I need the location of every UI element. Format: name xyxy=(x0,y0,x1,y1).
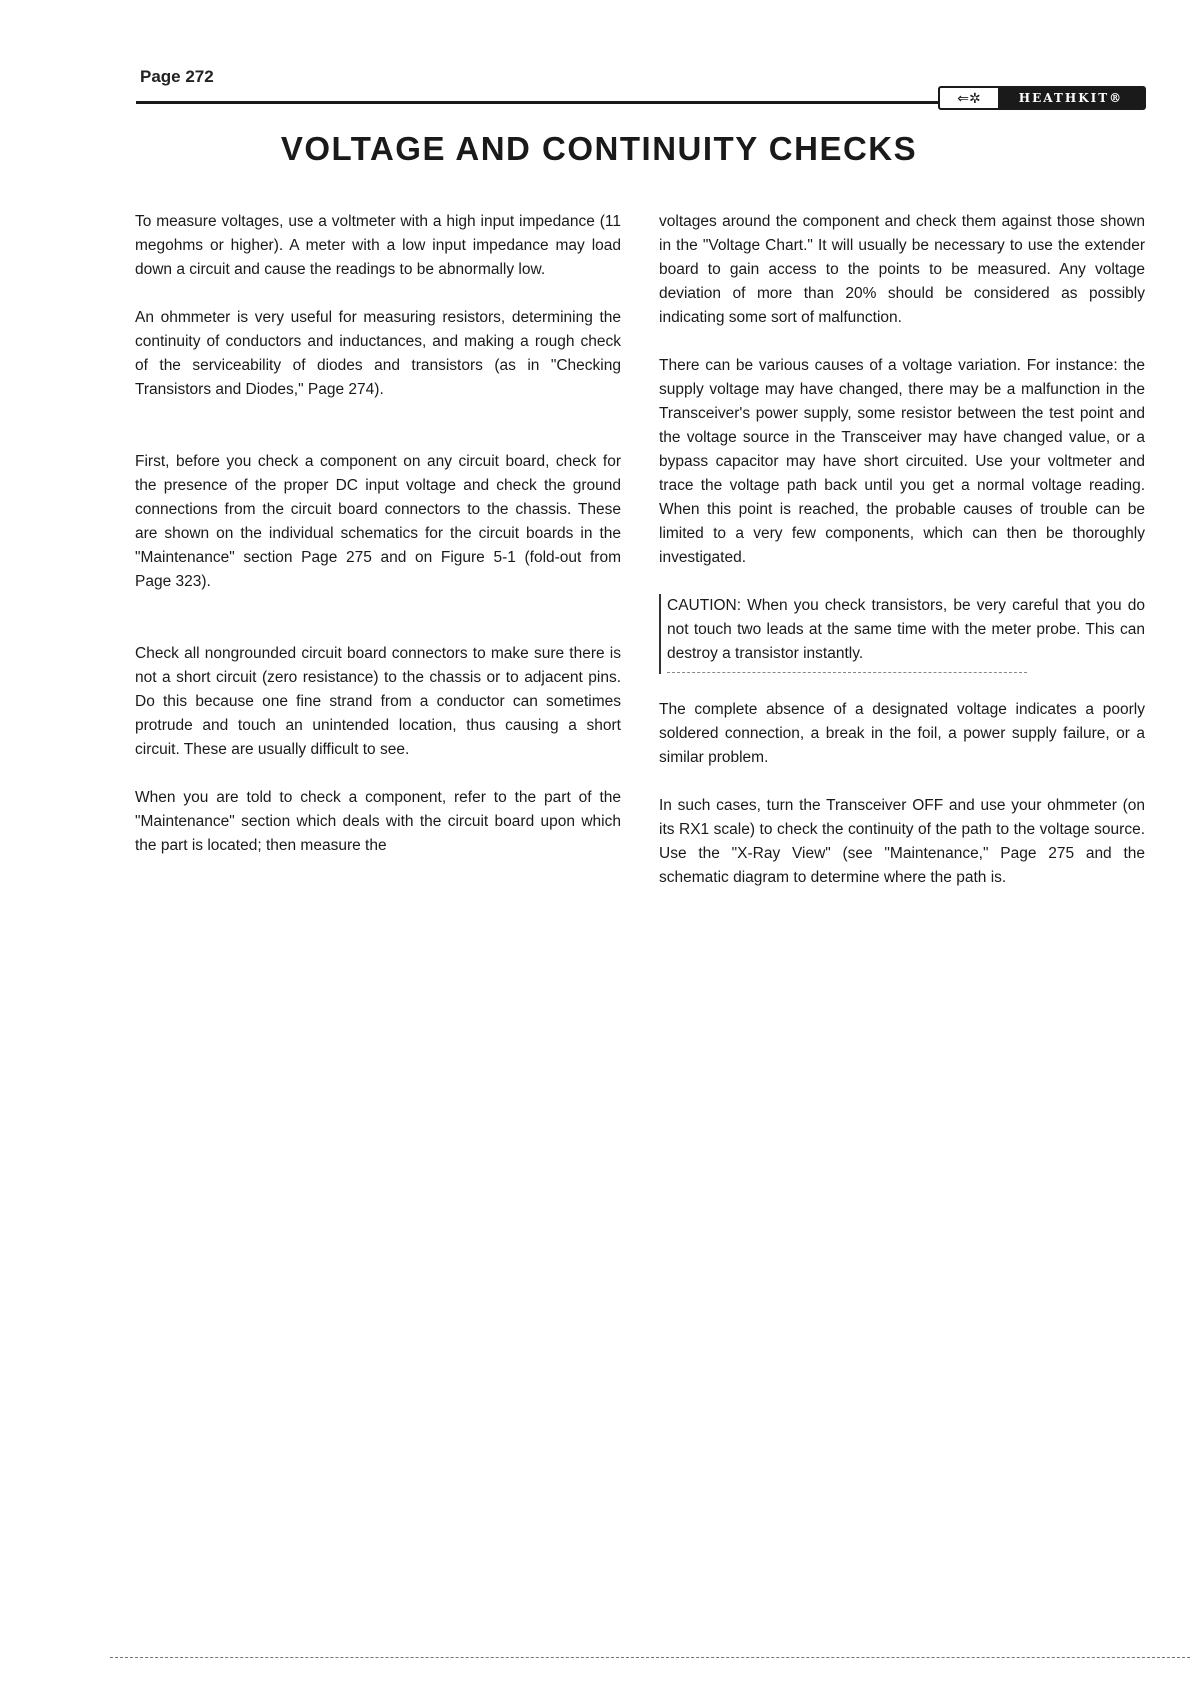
paragraph-absence: The complete absence of a designated voltage indicates a poorly soldered connection, a break in the foil, a power supply failure, or a similar problem. xyxy=(659,701,1145,766)
header-rule xyxy=(136,101,938,104)
right-column xyxy=(659,210,1145,914)
paragraph-first-check: First, before you check a component on any circuit board, check for the presence of the proper DC input voltage and check the ground connections from the circuit board connectors to the chassis. These are shown on the individual schematics for the circuit boards in the "Maintenance" section Page 275 and on Figure 5-1 (fold-out from Page 323). xyxy=(135,453,621,590)
caution-divider xyxy=(667,672,1027,674)
paragraph-continuity: In such cases, turn the Transceiver OFF and use your ohmmeter (on its RX1 scale) to check the continuity of the path to the voltage source. Use the "X-Ray View" (see "Maintenance," Page 275 and the schematic diagram to determine where the path is. xyxy=(659,797,1145,886)
paragraph-ohmmeter: An ohmmeter is very useful for measuring resistors, determining the continuity of conductors and inductances, and making a rough check of the serviceability of diodes and transistors (as in "Checking Transistors and Diodes," Page 274). xyxy=(135,309,621,398)
page-title: VOLTAGE AND CONTINUITY CHECKS xyxy=(280,130,918,167)
logo-brand-text: HEATHKIT® xyxy=(998,88,1144,108)
paragraph-voltmeter: To measure voltages, use a voltmeter with a high input impedance (11 megohms or higher). A meter with a low input impedance may load down a circuit and cause the readings to be abnormally low. xyxy=(135,213,621,278)
heathkit-logo xyxy=(938,86,1146,110)
paragraph-connectors: Check all nongrounded circuit board connectors to make sure there is not a short circuit (zero resistance) to the chassis or to adjacent pins. Do this because one fine strand from a conductor can sometimes protrude and touch an unintended location, thus causing a short circuit. These are usually difficult to see. xyxy=(135,645,621,758)
atom-logo-icon: ⇐✲ xyxy=(957,89,981,106)
paragraph-voltage-variation: There can be various causes of a voltage variation. For instance: the supply voltage may have changed, there may be a malfunction in the Transceiver's power supply, some resistor between the test point and the voltage source in the Transceiver may have changed value, or a bypass capacitor may have short circuited. Use your voltmeter and trace the voltage path back until you get a normal voltage reading. When this point is reached, the probable causes of trouble can be limited to a very few components, which can then be thoroughly investigated. xyxy=(659,357,1145,566)
caution-box xyxy=(659,594,1145,674)
paragraph-check-component: When you are told to check a component, refer to the part of the "Maintenance" section which deals with the circuit board upon which the part is located; then measure the xyxy=(135,789,621,854)
page-number: Page 272 xyxy=(140,67,214,86)
left-column xyxy=(135,210,621,882)
caution-text: CAUTION: When you check transistors, be very careful that you do not touch two leads at the same time with the meter probe. This can destroy a transistor instantly. xyxy=(667,597,1145,662)
paragraph-voltage-chart: voltages around the component and check them against those shown in the "Voltage Chart." It will usually be necessary to use the extender board to gain access to the points to be measured. Any voltage deviation of more than 20% should be considered as possibly indicating some sort of malfunction. xyxy=(659,213,1145,326)
footer-rule xyxy=(110,1657,1190,1658)
